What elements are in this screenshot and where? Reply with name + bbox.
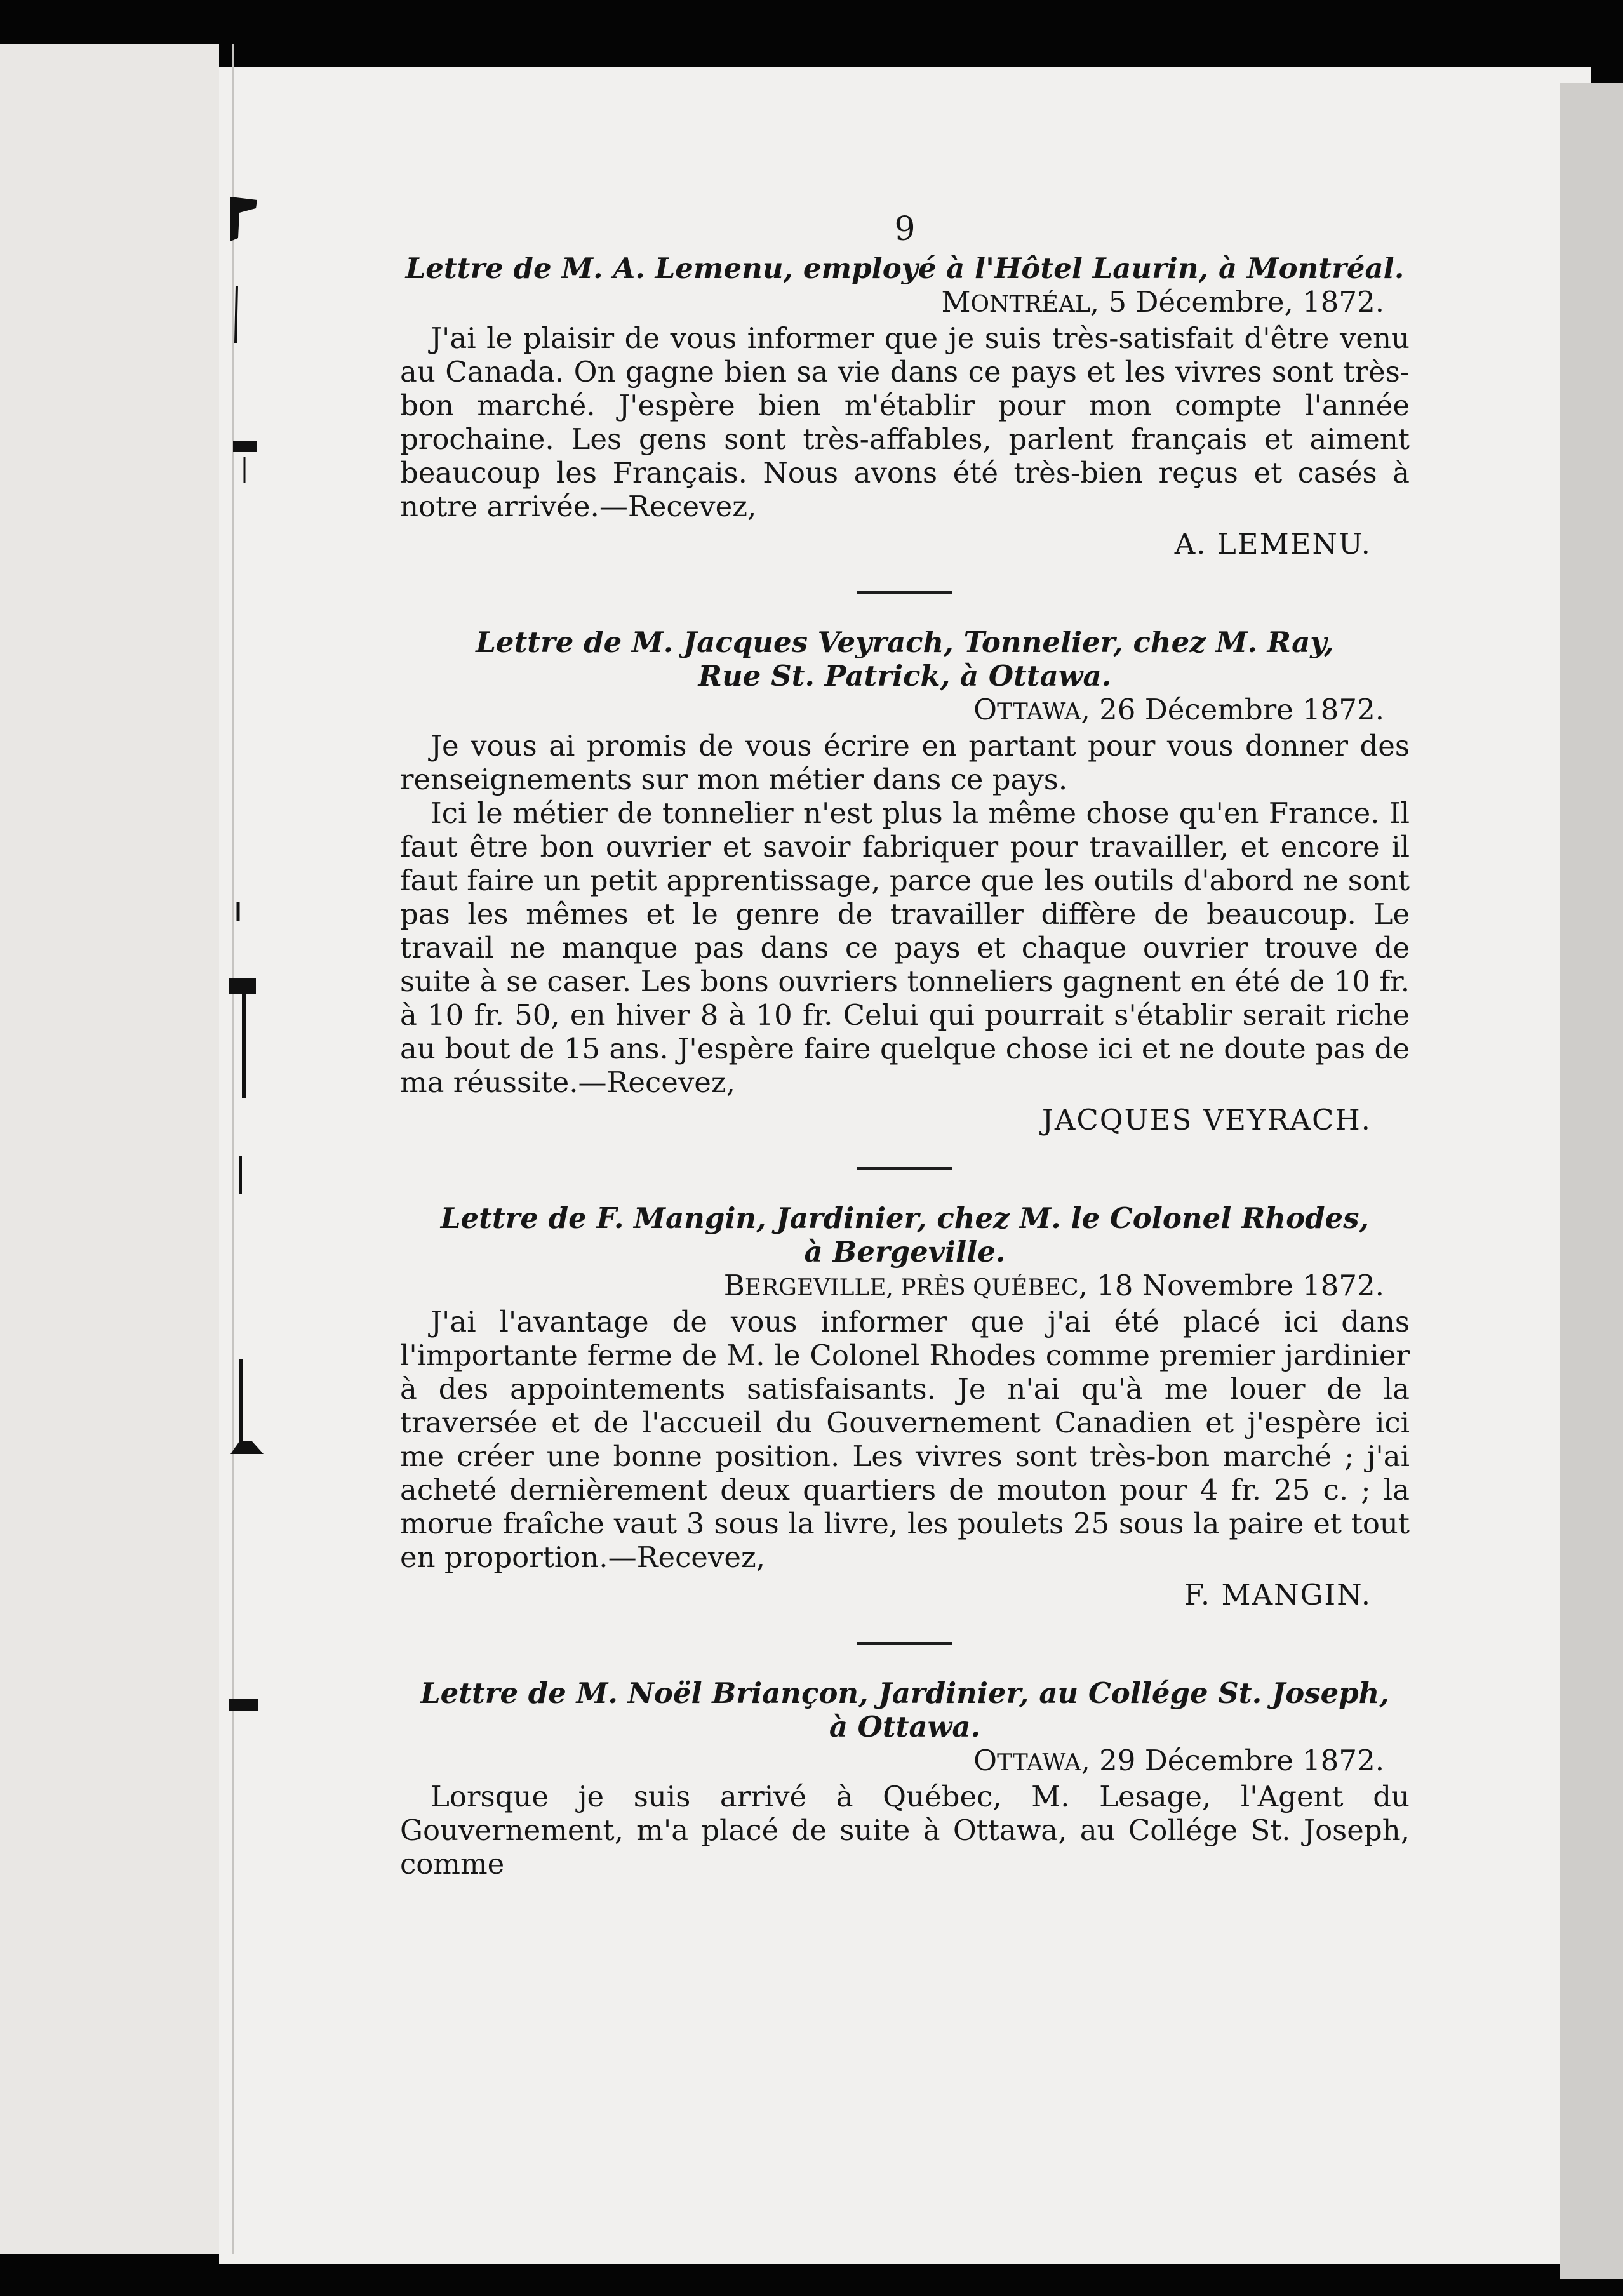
place-name: ONTRÉAL — [970, 291, 1090, 317]
binding-stitch-marks — [219, 76, 295, 2210]
letter-heading: à Ottawa. — [829, 1710, 981, 1744]
letter-separator — [857, 1642, 952, 1645]
place-initial: M — [941, 285, 971, 319]
place-initial: O — [973, 1744, 998, 1777]
place-name: ERGEVILLE, PRÈS QUÉBEC — [744, 1275, 1079, 1301]
letter-signature: JACQUES VEYRACH. — [1041, 1103, 1372, 1137]
right-page-edge — [1560, 83, 1623, 2279]
page-number: 9 — [894, 210, 916, 248]
letter-heading: Lettre de M. Noël Briançon, Jardinier, au Collége St. Joseph, — [420, 1676, 1390, 1710]
letter-date: , 29 Décembre 1872. — [1081, 1744, 1384, 1777]
left-page-edge — [0, 44, 219, 2254]
letter-date: , 26 Décembre 1872. — [1081, 693, 1384, 726]
letter-separator — [857, 591, 952, 594]
letter-paragraph: Ici le métier de tonnelier n'est plus la même chose qu'en France. Il faut être bon ouvrier et savoir fabriquer pour travailler, et encore il faut faire un petit apprentissage, parce que les outils d'abord ne sont pas les mêmes et le genre de travailler diffère de beaucoup. Le travail ne manque pas dans ce pays et chaque ouvrier trouve de suite à se caser. Les bons ouvriers tonneliers gagnent en été de 10 fr. à 10 fr. 50, en hiver 8 à 10 fr. Celui qui pourrait s'établir serait riche au bout de 15 ans. J'espère faire quelque chose ici et ne doute pas de ma réussite.—Recevez, — [400, 796, 1410, 1099]
place-initial: B — [723, 1269, 745, 1302]
letter-heading: Rue St. Patrick, à Ottawa. — [698, 659, 1112, 693]
letter-heading: Lettre de F. Mangin, Jardinier, chez M. le Colonel Rhodes, — [440, 1201, 1370, 1235]
letter-place-date — [400, 693, 1410, 729]
letter-heading: Lettre de M. Jacques Veyrach, Tonnelier, chez M. Ray, — [476, 625, 1334, 659]
letter-signature: F. MANGIN. — [1184, 1578, 1372, 1612]
letter-separator — [857, 1167, 952, 1170]
letter-signature: A. LEMENU. — [1174, 527, 1372, 561]
letter-place-date — [400, 285, 1410, 321]
letter-heading: à Bergeville. — [804, 1235, 1006, 1269]
place-initial: O — [973, 693, 998, 726]
letter-paragraph: J'ai le plaisir de vous informer que je suis très-satisfait d'être venu au Canada. On gagne bien sa vie dans ce pays et les vivres sont très-bon marché. J'espère bien m'établir pour mon compte l'année prochaine. Les gens sont très-affables, parlent français et aiment beaucoup les Français. Nous avons été très-bien reçus et casés à notre arrivée.—Recevez, — [400, 321, 1410, 523]
letter-heading: Lettre de M. A. Lemenu, employé à l'Hôtel Laurin, à Montréal. — [405, 251, 1405, 285]
letter-paragraph: Lorsque je suis arrivé à Québec, M. Lesage, l'Agent du Gouvernement, m'a placé de suite à Ottawa, au Collége St. Joseph, comme — [400, 1780, 1410, 1881]
letter-date: , 18 Novembre 1872. — [1078, 1269, 1384, 1302]
letter-paragraph: Je vous ai promis de vous écrire en partant pour vous donner des renseignements sur mon métier dans ce pays. — [400, 729, 1410, 796]
letter-place-date — [400, 1744, 1410, 1780]
place-name: TTAWA — [997, 1750, 1081, 1776]
letter-place-date — [400, 1269, 1410, 1305]
letters-column — [400, 210, 1410, 1881]
letter-paragraph: J'ai l'avantage de vous informer que j'ai été placé ici dans l'importante ferme de M. le Colonel Rhodes comme premier jardinier à des appointements satisfaisants. Je n'ai qu'à me louer de la traversée et de l'accueil du Gouvernement Canadien et j'espère ici me créer une bonne position. Les vivres sont très-bon marché ; j'ai acheté dernièrement deux quartiers de mouton pour 4 fr. 25 c. ; la morue fraîche vaut 3 sous la livre, les poulets 25 sous la paire et tout en proportion.—Recevez, — [400, 1305, 1410, 1574]
place-name: TTAWA — [997, 699, 1081, 725]
letter-date: , 5 Décembre, 1872. — [1090, 285, 1384, 319]
